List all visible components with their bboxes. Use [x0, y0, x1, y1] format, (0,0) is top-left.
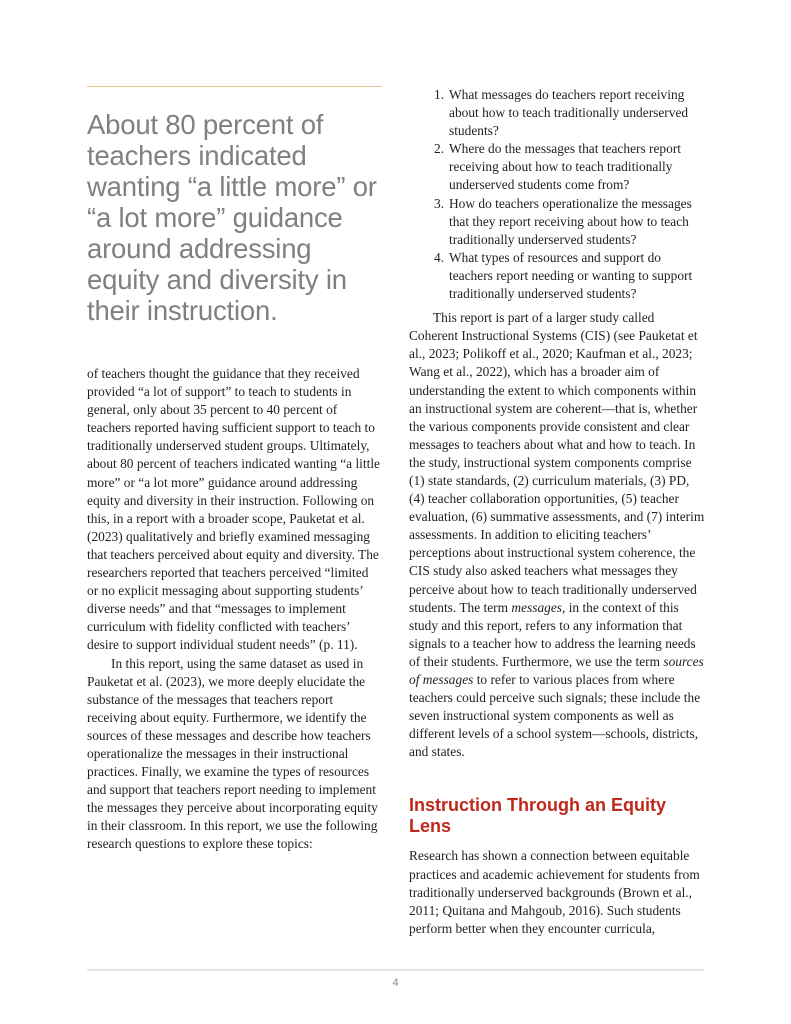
term-messages: messages, [511, 599, 566, 615]
research-question [409, 195, 706, 249]
research-question-text: What types of resources and support do teachers report needing or wanting to support traditionally underserved students? [449, 249, 693, 302]
research-question [409, 249, 706, 303]
body-paragraph: of teachers thought the guidance that they received provided “a lot of support” to teach to students in general, only about 35 percent to 40 percent of teachers reported having sufficient support to teach to traditionally underserved student groups. Ultimately, about 80 percent of teachers indicated wanting “a little more” or “a lot more” guidance around addressing equity and diversity in their instruction. Following on this, in a report with a broader scope, Pauketat et al. (2023) qualitatively and briefly examined messaging that teachers perceived about equity and diversity. The researchers reported that teachers perceived “limited or no explicit messaging about supporting students’ diverse needs” and that “messages to implement curriculum with fidelity conflicted with teachers’ desire to support individual student needs” (p. 11). [87, 366, 380, 653]
research-question-text: Where do the messages that teachers report receiving about how to teach traditionally underserved students come from? [449, 141, 682, 193]
list-number: 1. [434, 87, 445, 102]
research-question-text: How do teachers operationalize the messages that they report receiving about how to teach traditionally underserved students? [449, 195, 692, 247]
paragraph-text: This report is part of a larger study called Coherent Instructional Systems (CIS) (see Pauketat et al., 2023; Polikoff et al., 2020; Kaufman et al., 2023; Wang et al., 2022), which has a broader aim of understanding the extent to which components within an instructional system are coherent—that is, whether the various components provide consistent and clear messages to teachers about what and how to teach. In the study, instructional system components comprise (1) state standards, (2) curriculum materials, (3) PD, (4) teacher collaboration opportunities, (5) teacher evaluation, (6) summative assessments, and (7) interim assessments. In addition to eliciting teachers’ perceptions about instructional system coherence, the CIS study also asked teachers what messages they perceive about how to teach traditionally underserved students. The term [409, 310, 705, 615]
left-column [87, 86, 382, 854]
paragraph-text: to refer to various places from where teachers could perceive such signals; these include the seven instructional system components as well as different levels of a school system—schools, districts, and states. [409, 672, 701, 760]
paragraph-text: in the context of this study and this report, refers to any information that signals to a teacher how to address the learning needs of their students. Furthermore, we use the term [409, 599, 696, 669]
body-paragraph [409, 309, 706, 761]
research-question-text: What messages do teachers report receiving about how to teach traditionally underserved students? [449, 87, 689, 139]
section-heading: Instruction Through an Equity Lens [409, 795, 666, 837]
pull-quote-rule [87, 86, 382, 87]
term-sources-of-messages: sources of messages [409, 653, 704, 687]
body-paragraph: In this report, using the same dataset as used in Pauketat et al. (2023), we more deeply elucidate the substance of the messages that teachers report receiving about equity. Furthermore, we identify the sources of these messages and describe how teachers operationalize the messages in their instructional practices. Finally, we examine the types of resources and support that teachers report needing to implement the messages they perceive about incorporating equity in their classroom. In this report, we use the following research questions to explore these topics: [87, 655, 378, 852]
list-number: 4. [434, 249, 445, 265]
research-question [409, 86, 706, 140]
pull-quote: About 80 percent of teachers indicated wanting “a little more” or “a lot more” guidance around addressing equity and diversity in their instruction. [87, 109, 377, 326]
research-question [409, 140, 706, 194]
list-number: 3. [434, 195, 445, 211]
list-number: 2. [434, 141, 445, 157]
footer-rule [87, 969, 704, 971]
body-paragraph: Research has shown a connection between equitable practices and academic achievement for students from traditionally underserved backgrounds (Brown et al., 2011; Quitana and Mahgoub, 2016). Such students perform better when they encounter curricula, [409, 848, 700, 936]
right-column [409, 86, 706, 938]
page-number: 4 [392, 977, 399, 989]
research-questions-list [409, 86, 706, 303]
